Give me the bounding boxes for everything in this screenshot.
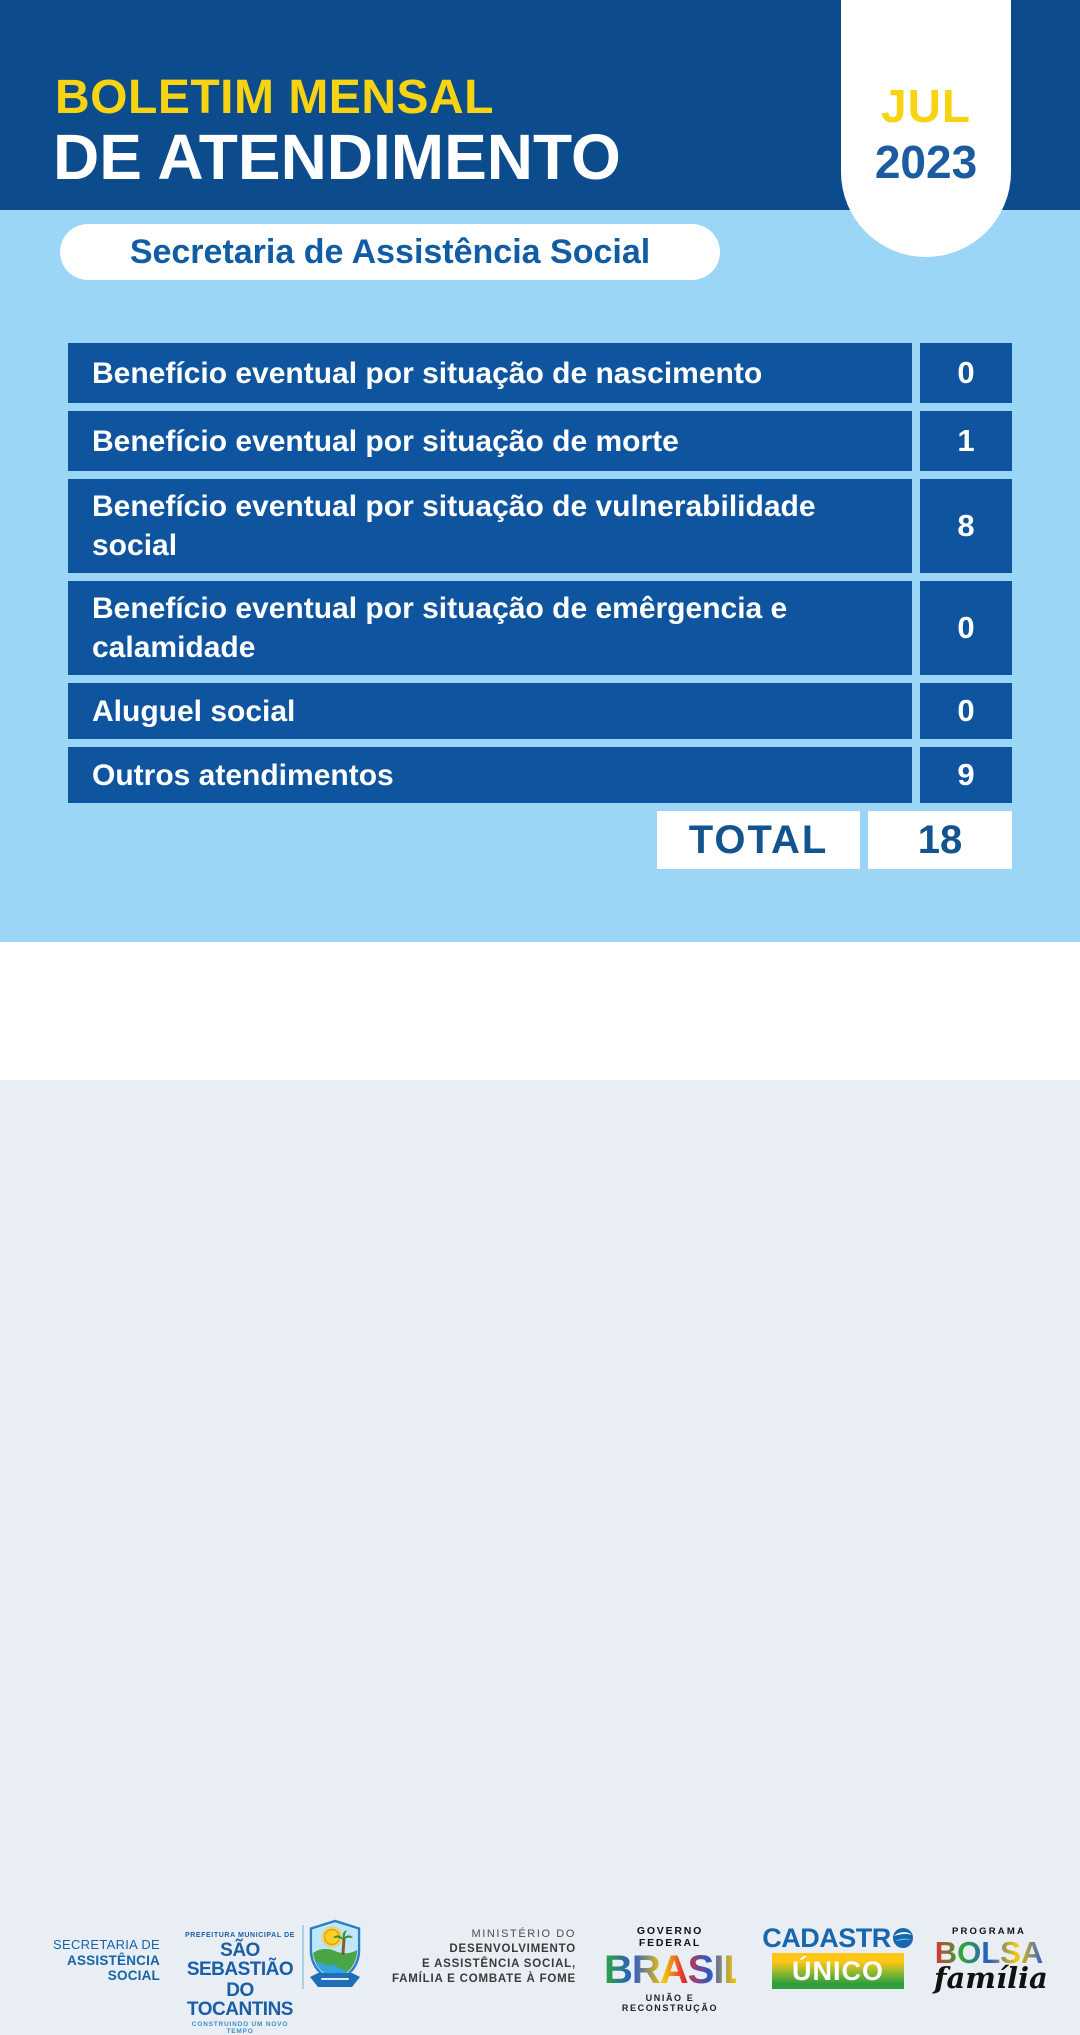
unico-wordmark: ÚNICO xyxy=(792,1955,884,1986)
secretaria-line1: SECRETARIA DE xyxy=(53,1937,160,1952)
prefeitura-line4: CONSTRUINDO UM NOVO TEMPO xyxy=(191,2021,289,2035)
attendance-table xyxy=(68,343,1012,869)
table-row xyxy=(68,581,1012,675)
programa-label: PROGRAMA xyxy=(951,1926,1027,1937)
governo-federal-label: GOVERNO FEDERAL xyxy=(636,1925,704,1949)
cadastro-unico-logo xyxy=(762,1923,904,1989)
subtitle-pill xyxy=(60,224,720,280)
prefeitura-line3: DO TOCANTINS xyxy=(187,1980,293,2020)
row-value: 0 xyxy=(920,581,1012,675)
month-badge xyxy=(841,0,1011,257)
bolsa-familia-logo xyxy=(934,1926,1048,1995)
brasil-wordmark: BRASIL xyxy=(604,1948,747,1992)
table-row xyxy=(68,747,1012,803)
total-row xyxy=(68,811,1012,869)
total-label: TOTAL xyxy=(657,811,860,869)
row-value: 0 xyxy=(920,343,1012,403)
secretaria-line2: ASSISTÊNCIA SOCIAL xyxy=(67,1952,160,1984)
globe-icon xyxy=(892,1927,914,1949)
ministerio-line4: FAMÍLIA E COMBATE À FOME xyxy=(391,1973,576,1985)
row-label: Benefício eventual por situação de vulnerabilidade social xyxy=(68,479,912,573)
governo-federal-brasil-logo xyxy=(604,1925,747,2013)
row-label: Aluguel social xyxy=(68,683,912,739)
badge-year: 2023 xyxy=(874,135,978,188)
table-row xyxy=(68,479,1012,573)
uniao-reconstrucao-label: UNIÃO E RECONSTRUÇÃO xyxy=(621,1993,719,2013)
bolsa-wordmark: BOLSA xyxy=(934,1935,1044,1970)
row-value: 1 xyxy=(920,411,1012,471)
badge-month: JUL xyxy=(881,79,971,132)
ministerio-desenvolvimento-logo xyxy=(366,1927,576,1987)
table-row xyxy=(68,683,1012,739)
footer-logo-strip xyxy=(0,942,1080,2035)
page-title-line1: BOLETIM MENSAL xyxy=(55,71,494,124)
row-label: Benefício eventual por situação de nascimento xyxy=(68,343,912,403)
row-label: Benefício eventual por situação de emêrgencia e calamidade xyxy=(68,581,912,675)
ministerio-line3: E ASSISTÊNCIA SOCIAL, xyxy=(422,1958,576,1970)
row-value: 9 xyxy=(920,747,1012,803)
page-title-line2: DE ATENDIMENTO xyxy=(53,121,621,193)
table-row xyxy=(68,343,1012,403)
prefeitura-sao-sebastiao-logo xyxy=(178,1932,302,2035)
total-value: 18 xyxy=(868,811,1012,869)
table-row xyxy=(68,411,1012,471)
unico-band xyxy=(772,1953,904,1989)
row-value: 0 xyxy=(920,683,1012,739)
ministerio-line2: DESENVOLVIMENTO xyxy=(449,1943,576,1955)
row-value: 8 xyxy=(920,479,1012,573)
secretaria-assistencia-social-logo xyxy=(30,1938,160,1984)
prefeitura-line2: SÃO SEBASTIÃO xyxy=(186,1940,294,1980)
row-label: Benefício eventual por situação de morte xyxy=(68,411,912,471)
footer-divider xyxy=(302,1925,304,1989)
municipal-crest-icon xyxy=(308,1920,362,1995)
row-label: Outros atendimentos xyxy=(68,747,912,803)
subtitle-text: Secretaria de Assistência Social xyxy=(129,232,651,271)
cadastro-wordmark: CADASTR xyxy=(762,1923,891,1953)
prefeitura-line1: PREFEITURA MUNICIPAL DE xyxy=(184,1932,296,1939)
familia-wordmark: família xyxy=(934,1961,1048,1995)
ministerio-line1: MINISTÉRIO DO xyxy=(471,1928,576,1940)
